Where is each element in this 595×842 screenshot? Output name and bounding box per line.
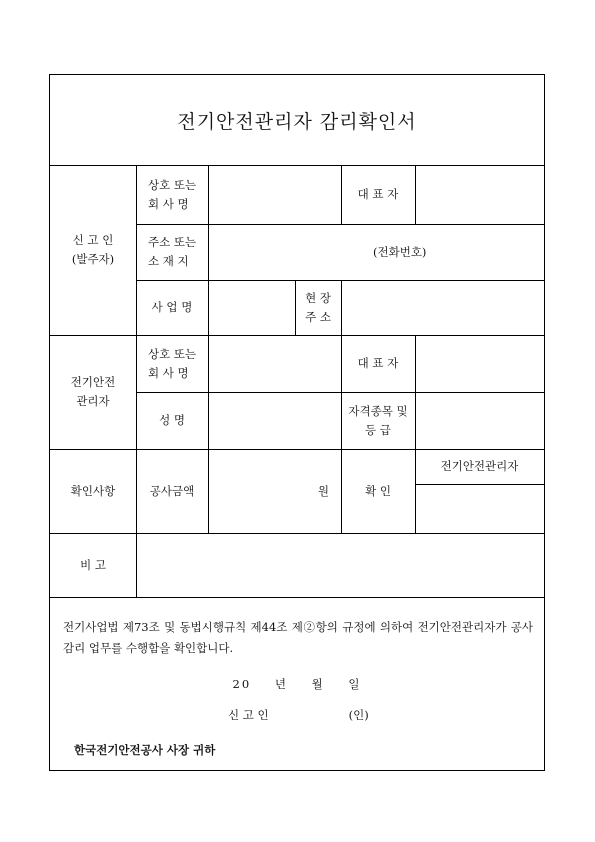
manager-representative-label: 대 표 자: [357, 356, 399, 370]
business-name-field[interactable]: [208, 280, 295, 335]
signature-line: [228, 707, 369, 723]
manager-company-label: 상호 또는 회 사 명: [148, 346, 197, 380]
declaration-text: 전기사업법 제73조 및 동법시행규칙 제44조 제②항의 규정에 의하여 전기안전관리자가 공사감리 업무를 수행함을 확인합니다.: [63, 620, 533, 655]
remarks-field[interactable]: [136, 533, 544, 597]
applicant-address-label: 주소 또는 소 재 지: [148, 235, 197, 268]
signer-label: 신 고 인: [228, 708, 269, 722]
applicant-address-field[interactable]: [208, 224, 544, 280]
rule: [50, 597, 544, 598]
confirm-label: 확 인: [365, 483, 391, 498]
confirm-signature-field[interactable]: [415, 484, 544, 533]
site-address-label: 현 장 주 소: [305, 290, 331, 324]
addressee: 한국전기안전공사 사장 귀하: [74, 743, 216, 757]
remarks-label: 비 고: [80, 557, 106, 572]
applicant-representative-field[interactable]: [415, 165, 544, 224]
manager-name-field[interactable]: [208, 392, 341, 449]
qualification-field[interactable]: [415, 392, 544, 449]
confirm-manager-label: 전기안전관리자: [440, 459, 519, 473]
applicant-group-label: 신 고 인 (발주자): [71, 233, 115, 266]
confirmation-form: [49, 74, 545, 771]
date-line: 20 년 월 일: [232, 677, 362, 691]
amount-field[interactable]: [208, 449, 341, 533]
manager-representative-field[interactable]: [415, 335, 544, 392]
qualification-label: 자격종목 및 등 급: [348, 403, 408, 437]
form-title: 전기안전관리자 감리확인서: [177, 110, 417, 133]
business-name-label: 사 업 명: [151, 300, 193, 314]
applicant-company-field[interactable]: [208, 165, 341, 224]
manager-company-field[interactable]: [208, 335, 341, 392]
amount-label: 공사금액: [149, 483, 195, 498]
manager-name-label: 성 명: [159, 413, 185, 427]
confirmation-group-label: 확인사항: [70, 483, 116, 498]
applicant-representative-label: 대 표 자: [357, 187, 399, 201]
applicant-company-label: 상호 또는 회 사 명: [148, 177, 197, 211]
won-unit: 원: [317, 483, 329, 498]
site-address-field[interactable]: [341, 280, 544, 335]
manager-group-label: 전기안전 관리자: [70, 375, 116, 408]
phone-label: (전화번호): [373, 244, 427, 259]
seal-mark: (인): [348, 708, 369, 722]
